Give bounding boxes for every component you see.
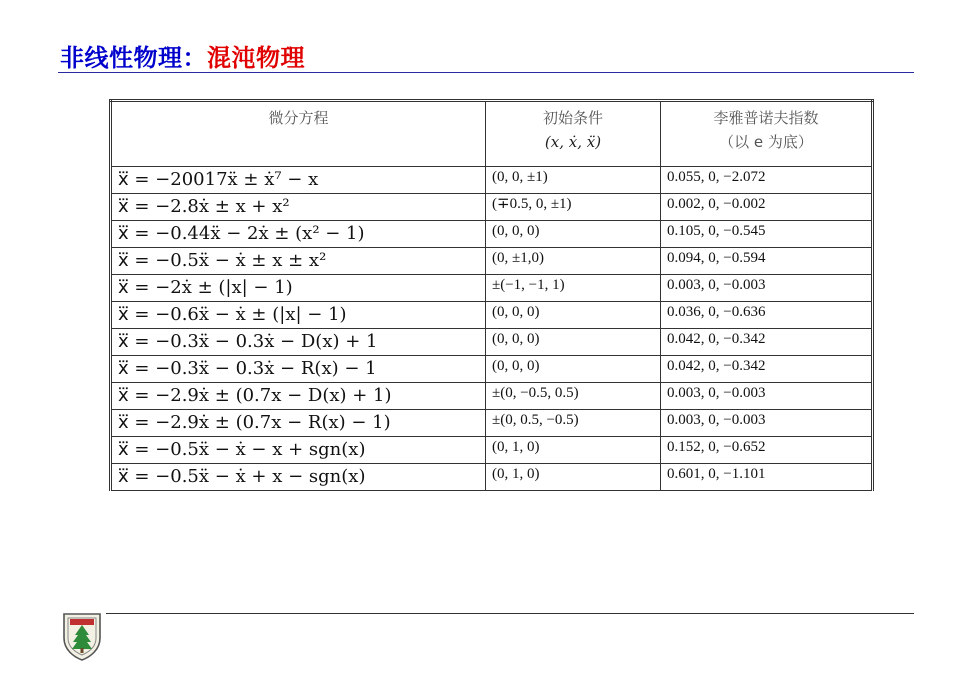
initial-condition-cell: (0, 0, 0)	[486, 356, 661, 383]
lyapunov-cell: 0.105, 0, −0.545	[661, 221, 873, 248]
lyapunov-cell: 0.152, 0, −0.652	[661, 437, 873, 464]
table-row	[111, 302, 873, 329]
equation-cell: x⃛ = −0.5ẍ − ẋ + x − sgn(x)	[111, 464, 486, 491]
table-row	[111, 167, 873, 194]
equation-cell: x⃛ = −0.3ẍ − 0.3ẋ − D(x) + 1	[111, 329, 486, 356]
table-row	[111, 275, 873, 302]
initial-condition-cell: (0, 1, 0)	[486, 437, 661, 464]
initial-condition-cell: (0, 0, 0)	[486, 221, 661, 248]
lyapunov-cell: 0.042, 0, −0.342	[661, 356, 873, 383]
university-crest-icon	[60, 610, 104, 662]
initial-condition-cell: (∓0.5, 0, ±1)	[486, 194, 661, 221]
equation-cell: x⃛ = −0.5ẍ − ẋ ± x ± x²	[111, 248, 486, 275]
initial-condition-cell: (0, 0, 0)	[486, 329, 661, 356]
title-part-nonlinear-physics: 非线性物理：	[60, 44, 207, 72]
lyapunov-cell: 0.002, 0, −0.002	[661, 194, 873, 221]
table-header-row	[111, 101, 873, 167]
equation-cell: x⃛ = −2ẋ ± (|x| − 1)	[111, 275, 486, 302]
lyapunov-cell: 0.003, 0, −0.003	[661, 410, 873, 437]
initial-condition-cell: (0, ±1,0)	[486, 248, 661, 275]
equation-cell: x⃛ = −0.5ẍ − ẋ − x + sgn(x)	[111, 437, 486, 464]
lyapunov-cell: 0.042, 0, −0.342	[661, 329, 873, 356]
table-row	[111, 383, 873, 410]
table-row	[111, 464, 873, 491]
lyapunov-cell: 0.003, 0, −0.003	[661, 275, 873, 302]
equation-cell: x⃛ = −2.9ẋ ± (0.7x − R(x) − 1)	[111, 410, 486, 437]
header-lyapunov-exponents: 李雅普诺夫指数 （以 e 为底）	[661, 101, 873, 167]
lyapunov-cell: 0.601, 0, −1.101	[661, 464, 873, 491]
initial-condition-cell: ±(0, −0.5, 0.5)	[486, 383, 661, 410]
initial-condition-cell: (0, 0, 0)	[486, 302, 661, 329]
equation-cell: x⃛ = −2.8ẋ ± x + x²	[111, 194, 486, 221]
equation-cell: x⃛ = −0.6ẍ − ẋ ± (|x| − 1)	[111, 302, 486, 329]
slide-title	[60, 38, 305, 73]
table-row	[111, 248, 873, 275]
equation-cell: x⃛ = −0.44ẍ − 2ẋ ± (x² − 1)	[111, 221, 486, 248]
lyapunov-cell: 0.094, 0, −0.594	[661, 248, 873, 275]
lyapunov-cell: 0.036, 0, −0.636	[661, 302, 873, 329]
table-row	[111, 356, 873, 383]
initial-condition-cell: ±(−1, −1, 1)	[486, 275, 661, 302]
equation-cell: x⃛ = −0.3ẍ − 0.3ẋ − R(x) − 1	[111, 356, 486, 383]
chaos-equations-table	[109, 99, 874, 491]
footer-rule	[106, 613, 914, 614]
title-part-chaos-physics: 混沌物理	[207, 44, 305, 72]
table-row	[111, 410, 873, 437]
initial-condition-cell: (0, 1, 0)	[486, 464, 661, 491]
table-row	[111, 194, 873, 221]
table-row	[111, 437, 873, 464]
equation-cell: x⃛ = −20017ẍ ± ẋ⁷ − x	[111, 167, 486, 194]
title-underline	[58, 72, 914, 73]
lyapunov-cell: 0.003, 0, −0.003	[661, 383, 873, 410]
header-initial-conditions: 初始条件 (x, ẋ, ẍ)	[486, 101, 661, 167]
lyapunov-cell: 0.055, 0, −2.072	[661, 167, 873, 194]
table-row	[111, 221, 873, 248]
initial-condition-cell: ±(0, 0.5, −0.5)	[486, 410, 661, 437]
table-row	[111, 329, 873, 356]
initial-condition-cell: (0, 0, ±1)	[486, 167, 661, 194]
equation-cell: x⃛ = −2.9ẋ ± (0.7x − D(x) + 1)	[111, 383, 486, 410]
header-equation: 微分方程	[111, 101, 486, 167]
